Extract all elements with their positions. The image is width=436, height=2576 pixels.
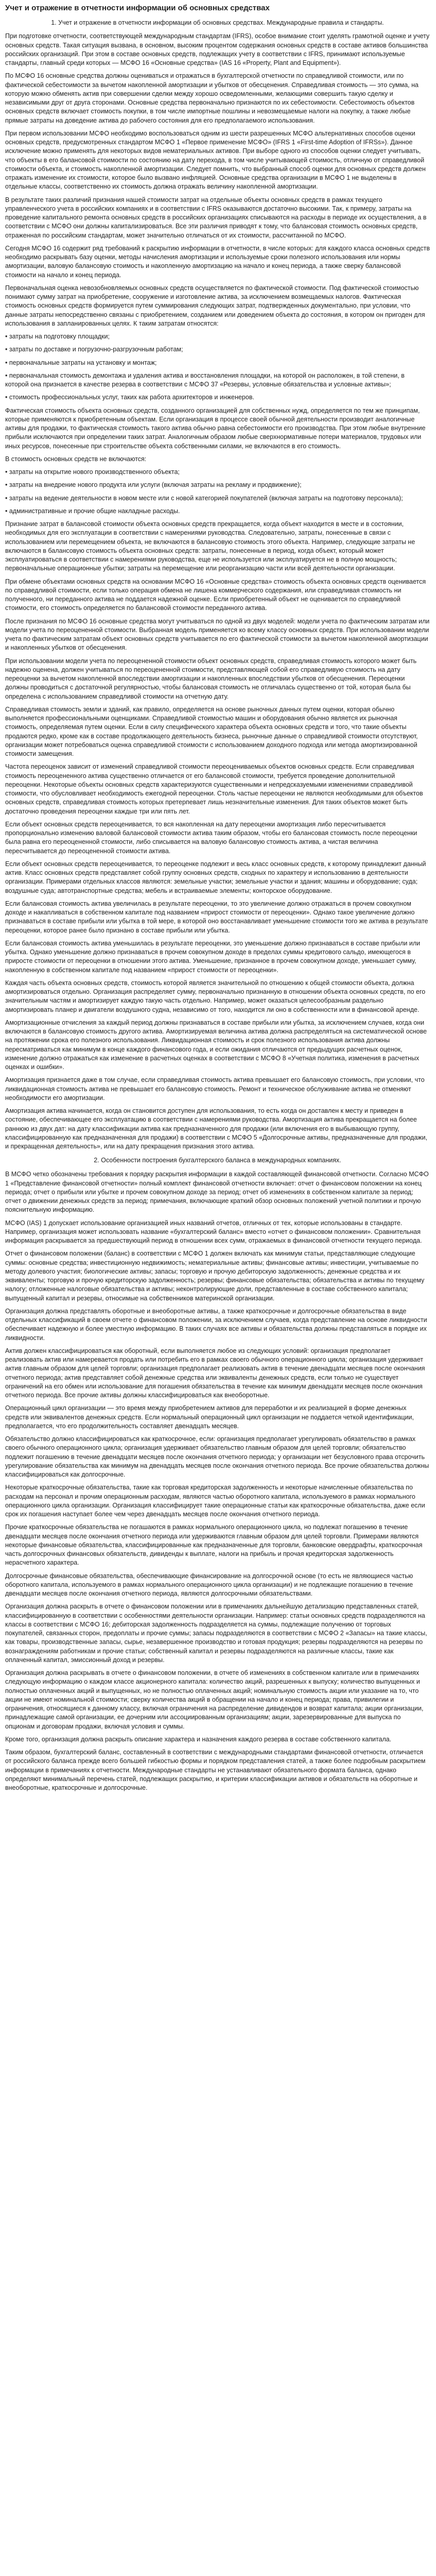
paragraph: Долгосрочные финансовые обязательства, обеспечивающие финансирование на долгосрочной основе (то есть не являющиеся частью оборотного капитала, используемого в рамках нормального операционного цикла организации) и не подлежащие погашению в течение двенадцати месяцев после окончания отчетного периода, являются долгосрочными обязательствами. bbox=[5, 1572, 413, 1597]
paragraph: • административные и прочие общие накладные расходы. bbox=[5, 507, 180, 515]
paragraph: Некоторые краткосрочные обязательства, такие как торговая кредиторская задолженность и некоторые начисленные обязательства по расходам на персонал и прочим операционным расходам, являются частью оборотного капитала, используемого в рамках нормального операционного цикла организации. Организация классифицирует такие операционные статьи как краткосрочные обязательства, даже если срок их погашения наступает более чем через двенадцать месяцев после окончания отчетного периода. bbox=[5, 1484, 425, 1518]
paragraph: Признание затрат в балансовой стоимости объекта основных средств прекращается, когда объект находится в месте и в состоянии, необходимых для его эксплуатации в соответствии с намерениями руководства. Следовательно, затраты, понесенные в связи с использованием или перемещением объекта, не включаются в балансовую стоимость этого объекта. Например, следующие затраты не включаются в балансовую стоимость объекта основных средств: затраты, понесенные в период, когда объект, который может эксплуатироваться в соответствии с намерениями руководства, еще не используется или эксплуатируется не в полную мощность; первоначальные операционные убытки; затраты на перемещение или реорганизацию части или всей деятельности организации. bbox=[5, 520, 415, 572]
paragraph: Частота переоценок зависит от изменений справедливой стоимости переоцениваемых объектов основных средств. Если справедливая стоимость переоцененного актива существенно отличается от его балансовой стоимости, требуется проведение дополнительной переоценки. Некоторые объекты основных средств характеризуются существенными и непредсказуемыми изменениями справедливой стоимости, что обусловливает необходимость ежегодной переоценки. Столь частые переоценки не являются необходимыми для объектов основных средств, справедливая стоимость которых претерпевает лишь незначительные изменения. Для таких объектов может быть достаточно проведения переоценки каждые три или пять лет. bbox=[5, 763, 423, 815]
paragraph: • первоначальная стоимость демонтажа и удаления актива и восстановления площадки, на которой он расположен, в той степени, в которой она признается в качестве резерва в соответствии с МСФО 37 «Резервы, условные обязательства и условные активы»; bbox=[5, 371, 405, 388]
paragraph: Отчет о финансовом положении (баланс) в соответствии с МСФО 1 должен включать как минимум статьи, представляющие следующие суммы: основные средства; инвестиционную недвижимость; нематериальные активы; финансовые активы; инвестиции, учитываемые по методу долевого участия; биологические активы; запасы; торговую и прочую дебиторскую задолженность; денежные средства и их эквиваленты; торговую и прочую кредиторскую задолженность; резервы; финансовые обязательства; обязательства и активы по текущему налогу; отложенные налоговые обязательства и активы; неконтролирующие доли, представленные в составе собственного капитала; выпущенный капитал и резервы, относимые на собственников материнской организации. bbox=[5, 1250, 425, 1302]
paragraph: Если объект основных средств переоценивается, то переоценке подлежит и весь класс основных средств, к которому принадлежит данный актив. Класс основных средств представляет собой группу основных средств, сходных по характеру и использованию в деятельности организации. Примерами отдельных классов являются: земельные участки; земельные участки и здания; машины и оборудование; суда; воздушные суда; автотранспортные средства; мебель и встраиваемые элементы; конторское оборудование. bbox=[5, 860, 426, 894]
paragraph: Амортизационные отчисления за каждый период должны признаваться в составе прибыли или убытка, за исключением случаев, когда они включаются в балансовую стоимость другого актива. Амортизируемая величина актива должна распределяться на систематической основе на протяжении срока его полезного использования. Ликвидационная стоимость и срок полезного использования актива должны пересматриваться как минимум в конце каждого финансового года, и если ожидания отличаются от предыдущих расчетных оценок, изменение должно отражаться как изменение в расчетных оценках в соответствии с МСФО 8 «Учетная политика, изменения в расчетных оценках и ошибки». bbox=[5, 1019, 427, 1071]
paragraph: В МСФО четко обозначены требования к порядку раскрытия информации в каждой составляющей финансовой отчетности. Согласно МСФО 1 «Представление финансовой отчетности» полный комплект финансовой отчетности включает: отчет о финансовом положении на конец периода; отчет о прибыли или убытке и прочем совокупном доходе за период; отчет об изменениях в собственном капитале за период; отчет о движении денежных средств за период; примечания, включающие краткий обзор основных положений учетной политики и прочую пояснительную информацию. bbox=[5, 1171, 429, 1214]
paragraph: В стоимость основных средств не включаются: bbox=[5, 455, 147, 463]
paragraph: При обмене объектами основных средств на основании МСФО 16 «Основные средства» стоимость объекта основных средств оценивается по справедливой стоимости, если только операция обмена не лишена коммерческого содержания, или справедливая стоимость ни полученного, ни переданного актива не поддается надежной оценке. Если приобретенный объект не оценивается по справедливой стоимости, его стоимость определяется по балансовой стоимости переданного актива. bbox=[5, 578, 426, 612]
paragraph: МСФО (IAS) 1 допускает использование организацией иных названий отчетов, отличных от тех, которые использованы в стандарте. Например, организация может использовать название «бухгалтерский баланс» вместо «отчет о финансовом положении». Сравнительная информация раскрывается за предшествующий период в отношении всех сумм, отражаемых в финансовой отчетности текущего периода. bbox=[5, 1219, 422, 1244]
paragraph: При подготовке отчетности, соответствующей международным стандартам (IFRS), особое внимание стоит уделять грамотной оценке и учету основных средств. Такая ситуация вызвана, в основном, высоким процентом содержания основных средств в составе активов большинства российских организаций. При этом в составе основных средств, подлежащих учету в соответствии с IFRS, принимают используемые стандарты, главный среди которых — МСФО 16 «Основные средства» (IAS 16 «Property, Plant and Equipment»). bbox=[5, 32, 430, 67]
paragraph: • стоимость профессиональных услуг, таких как работа архитекторов и инженеров. bbox=[5, 394, 254, 401]
paragraph: Если балансовая стоимость актива увеличилась в результате переоценки, то это увеличение должно отражаться в прочем совокупном доходе и накапливаться в собственном капитале под названием «прирост стоимости от переоценки». Однако такое увеличение должно признаваться в составе прибыли или убытка в той мере, в которой оно восстанавливает уменьшение стоимости того же актива в результате переоценки, которое ранее было признано в составе прибыли или убытка. bbox=[5, 900, 428, 934]
paragraph: • затраты на внедрение нового продукта или услуги (включая затраты на рекламу и продвижение); bbox=[5, 481, 302, 489]
paragraph: • затраты на подготовку площадки; bbox=[5, 333, 110, 341]
paragraph: Операционный цикл организации — это время между приобретением активов для переработки и их реализацией в форме денежных средств или эквивалентов денежных средств. Если нормальный операционный цикл организации не поддается четкой идентификации, предполагается, что его продолжительность составляет двенадцать месяцев. bbox=[5, 1404, 414, 1430]
paragraph: Фактическая стоимость объекта основных средств, созданного организацией для собственных нужд, определяется по тем же принципам, которые применяются к приобретенным объектам. Если организация в процессе своей обычной деятельности производит аналогичные активы для продажи, то фактическая стоимость такого актива обычно равна себестоимости его производства. При этом любые внутренние прибыли исключаются при определении таких затрат. Аналогичным образом любые сверхнормативные потери материалов, трудовых или иных ресурсов, понесенные при строительстве объекта собственными силами, не включаются в его стоимость. bbox=[5, 406, 426, 450]
paragraph: По МСФО 16 основные средства должны оцениваться и отражаться в бухгалтерской отчетности по справедливой стоимости, или по фактической себестоимости за вычетом накопленной амортизации и убытков от обесценения. Справедливая стоимость — это сумма, на которую можно обменять актив при совершении сделки между хорошо осведомленными, желающими совершить такую сделку и независимыми друг от друга сторонами. Основные средства первоначально признаются по их себестоимости. Себестоимость объектов основных средств включает стоимость покупки, в том числе импортные пошлины и невозмещаемые налоги на покупку, а также любые прямые затраты на доведение актива до рабочего состояния для его предполагаемого использования. bbox=[5, 72, 418, 124]
paragraph: После признания по МСФО 16 основные средства могут учитываться по одной из двух моделей: модели учета по фактическим затратам или модели учета по переоцененной стоимости. Выбранная модель применяется ко всему классу основных средств. При использовании модели учета по фактическим затратам объект основных средств учитывается по его фактической стоимости за вычетом накопленной амортизации и накопленных убытков от обесценения. bbox=[5, 617, 430, 652]
paragraph: • затраты по доставке и погрузочно-разгрузочным работам; bbox=[5, 346, 183, 353]
paragraph: Справедливая стоимость земли и зданий, как правило, определяется на основе рыночных данных путем оценки, которая обычно выполняется профессиональными оценщиками. Справедливой стоимостью машин и оборудования обычно является их рыночная стоимость, определяемая путем оценки. Если в силу специфического характера объекта основных средств и того, что такие объекты продаются редко, кроме как в составе продолжающего деятельность бизнеса, рыночные данные о справедливой стоимости отсутствуют, организации может потребоваться оценка справедливой стоимости с использованием доходного подхода или метода амортизированной стоимости замещения. bbox=[5, 705, 418, 758]
paragraph: • затраты на открытие нового производственного объекта; bbox=[5, 468, 180, 476]
paragraph: Если балансовая стоимость актива уменьшилась в результате переоценки, это уменьшение должно признаваться в составе прибыли или убытка. Однако уменьшение должно признаваться в прочем совокупном доходе в пределах суммы кредитового сальдо, имеющегося в приросте стоимости от переоценки в отношении этого актива. Уменьшение, признанное в прочем совокупном доходе, уменьшает сумму, накопленную в собственном капитале под названием «прирост стоимости от переоценки». bbox=[5, 939, 421, 974]
paragraph: Если объект основных средств переоценивается, то вся накопленная на дату переоценки амортизация либо пересчитывается пропорционально изменению валовой балансовой стоимости актива таким образом, чтобы его балансовая стоимость после переоценки была равна его переоцененной стоимости, либо списывается на валовую балансовую стоимость актива, а чистая величина пересчитывается до переоцененной стоимости актива. bbox=[5, 820, 417, 855]
paragraph: Организация должна раскрывать в отчете о финансовом положении, в отчете об изменениях в собственном капитале или в примечаниях следующую информацию о каждом классе акционерного капитала: количество акций, разрешенных к выпуску; количество выпущенных и полностью оплаченных акций и выпущенных, но не полностью оплаченных акций; номинальную стоимость акции или указание на то, что акции не имеют номинальной стоимости; сверку количества акций в обращении на начало и конец периода; права, привилегии и ограничения, относящиеся к данному классу, включая ограничения на распределение дивидендов и возврат капитала; акции организации, принадлежащие самой организации, ее дочерним или ассоциированным организациям; акции, зарезервированные для выпуска по опционам и договорам продажи, включая условия и суммы. bbox=[5, 1669, 424, 1730]
paragraph: Сегодня МСФО 16 содержит ряд требований к раскрытию информации в отчетности, в числе которых: для каждого класса основных средств необходимо раскрывать базу оценки, методы начисления амортизации и используемые сроки полезного использования или нормы амортизации, валовую балансовую стоимость и накопленную амортизацию на начало и конец периода, а также сверку балансовой стоимости на начало и конец периода. bbox=[5, 244, 430, 279]
paragraph: • первоначальные затраты на установку и монтаж; bbox=[5, 359, 157, 366]
section-heading: 1. Учет и отражение в отчетности информации об основных средствах. Международные правила и стандарты. bbox=[51, 19, 384, 26]
paragraph: При использовании модели учета по переоцененной стоимости объект основных средств, справедливая стоимость которого может быть надежно оценена, должен учитываться по переоцененной стоимости, представляющей собой его справедливую стоимость на дату переоценки за вычетом накопленной впоследствии амортизации и накопленных впоследствии убытков от обесценения. Переоценки должны проводиться с достаточной регулярностью, чтобы балансовая стоимость не отличалась существенно от той, которая была бы определена с использованием справедливой стоимости на отчетную дату. bbox=[5, 657, 417, 700]
section-heading: 2. Особенности построения бухгалтерского баланса в международных компаниях. bbox=[94, 1157, 341, 1164]
paragraph: Каждая часть объекта основных средств, стоимость которой является значительной по отношению к общей стоимости объекта, должна амортизироваться отдельно. Организация распределяет сумму, первоначально признанную в отношении объекта основных средств, по его значительным частям и амортизирует каждую такую часть отдельно. Например, может оказаться целесообразным раздельно амортизировать планер и двигатели воздушного судна, независимо от того, находится ли оно в собственности или в финансовой аренде. bbox=[5, 979, 426, 1013]
paragraph: Кроме того, организация должна раскрыть описание характера и назначения каждого резерва в составе собственного капитала. bbox=[5, 1735, 392, 1743]
paragraph: В результате таких различий признания нашей стоимости затрат на отдельные объекты основных средств в рамках текущего управленческого учета в российских компаниях и в соответствии с IFRS оказываются достаточно высокими. Так, к примеру, затраты на проведение капитального ремонта основных средств в российских организациях списываются на расходы в периоде их осуществления, а в соответствии с МСФО они должны капитализироваться. Все эти различия приводят к тому, что балансовая стоимость основных средств, отраженная по российским стандартам, может значительно отличаться от их стоимости, рассчитанной по МСФО. bbox=[5, 196, 427, 239]
paragraph: Организация должна представлять оборотные и внеоборотные активы, а также краткосрочные и долгосрочные обязательства в виде отдельных классификаций в своем отчете о финансовом положении, за исключением случаев, когда представление на основе ликвидности обеспечивает надежную и более уместную информацию. В таких случаях все активы и обязательства должны представляться в порядке их ликвидности. bbox=[5, 1307, 427, 1342]
paragraph: Прочие краткосрочные обязательства не погашаются в рамках нормального операционного цикла, но подлежат погашению в течение двенадцати месяцев после окончания отчетного периода или удерживаются главным образом для целей торговли. Примерами являются некоторые финансовые обязательства, классифицированные как предназначенные для торговли, банковские овердрафты, краткосрочная часть долгосрочных финансовых обязательств, дивиденды к выплате, налоги на прибыль и прочая кредиторская задолженность нерасчетного характера. bbox=[5, 1523, 423, 1567]
paragraph: Амортизация признается даже в том случае, если справедливая стоимость актива превышает его балансовую стоимость, при условии, что ликвидационная стоимость актива не превышает его балансовую стоимость. Ремонт и техническое обслуживание актива не отменяют необходимости его амортизации. bbox=[5, 1076, 425, 1101]
paragraph: • затраты на ведение деятельности в новом месте или с новой категорией покупателей (включая затраты на подготовку персонала); bbox=[5, 494, 403, 502]
paragraph: Амортизация актива начинается, когда он становится доступен для использования, то есть когда он доставлен к месту и приведен в состояние, обеспечивающее его эксплуатацию в соответствии с намерениями руководства. Амортизация актива прекращается на более раннюю из двух дат: на дату классификации актива как предназначенного для продажи (или включения его в выбывающую группу, классифицированную как предназначенная для продажи) в соответствии с МСФО 5 «Долгосрочные активы, предназначенные для продажи, и прекращенная деятельность», или на дату прекращения признания этого актива. bbox=[5, 1107, 428, 1150]
document-body bbox=[5, 19, 430, 1793]
document-title: Учет и отражение в отчетности информации об основных средствах bbox=[5, 4, 270, 12]
paragraph: Первоначальная оценка невозобновляемых основных средств осуществляется по фактической стоимости. Под фактической стоимостью понимают сумму затрат на приобретение, сооружение и изготовление актива, за исключением возмещаемых налогов. Фактическая стоимость основных средств формируется путем суммирования следующих затрат, подтвержденных документально, при условии, что данные затраты непосредственно связаны с приобретением, созданием или доведением объекта до состояния, в котором он пригоден для использования в запланированных целях. К таким затратам относятся: bbox=[5, 284, 425, 327]
paragraph: Обязательство должно классифицироваться как краткосрочное, если: организация предполагает урегулировать обязательство в рамках своего обычного операционного цикла; организация удерживает обязательство главным образом для целей торговли; обязательство подлежит погашению в течение двенадцати месяцев после окончания отчетного периода; у организации нет безусловного права отсрочить урегулирование обязательства как минимум на двенадцать месяцев после окончания отчетного периода. Все прочие обязательства должны классифицироваться как долгосрочные. bbox=[5, 1435, 429, 1478]
paragraph: Таким образом, бухгалтерский баланс, составленный в соответствии с международными стандартами финансовой отчетности, отличается от российского баланса прежде всего большей гибкостью формы и порядком представления статей, а также более подробным раскрытием информации в примечаниях к отчетности. Международные стандарты не устанавливают обязательного формата баланса, однако определяют минимальный перечень статей, подлежащих раскрытию, и критерии классификации активов и обязательств на оборотные и внеоборотные, краткосрочные и долгосрочные. bbox=[5, 1749, 426, 1791]
paragraph: При первом использовании МСФО необходимо воспользоваться одним из шести разрешенных МСФО альтернативных способов оценки основных средств, предусмотренных стандартом МСФО 1 «Первое применение МСФО» (IFRS 1 «First-time Adoption of IFRSs»). Данное исключение можно применять для некоторых видов нематериальных активов. При выборе одного из способов оценки следует учитывать, что объекты в его балансовой стоимости по состоянию на дату перехода, в том числе учитывающей стоимость, отличную от справедливой стоимости объекта, и стоимость накопленной амортизации. Следует помнить, что выбранный способ оценки для основных средств должен отражать изменение их стоимости, которое было вызвано инфляцией. Основные средства организации в МСФО 1 не выделены в отдельные классы, соответственно их стоимость должна отражать величину накопленной амортизации. bbox=[5, 129, 426, 191]
paragraph: Организация должна раскрыть в отчете о финансовом положении или в примечаниях дальнейшую детализацию представленных статей, классифицированную в соответствии с особенностями деятельности организации. Например: статьи основных средств подразделяются на классы в соответствии с МСФО 16; дебиторская задолженность подразделяется на суммы, подлежащие получению от торговых покупателей, связанных сторон, предоплаты и прочие суммы; запасы подразделяются в соответствии с МСФО 2 «Запасы» на такие классы, как товары, производственные запасы, сырье, незавершенное производство и готовая продукция; резервы подразделяются на резервы по вознаграждениям работникам и прочие статьи; собственный капитал и резервы подразделяются на различные классы, такие как оплаченный капитал, эмиссионный доход и резервы. bbox=[5, 1603, 427, 1664]
paragraph: Актив должен классифицироваться как оборотный, если выполняется любое из следующих условий: организация предполагает реализовать актив или намеревается продать или потребить его в рамках своего обычного операционного цикла; организация удерживает актив главным образом для целей торговли; организация предполагает реализовать актив в течение двенадцати месяцев после окончания отчетного периода; актив представляет собой денежные средства или эквиваленты денежных средств, если только не существует ограничений на его обмен или использование для погашения обязательства в течение как минимум двенадцати месяцев после окончания отчетного периода. Все прочие активы должны классифицироваться как внеоборотные. bbox=[5, 1347, 425, 1399]
